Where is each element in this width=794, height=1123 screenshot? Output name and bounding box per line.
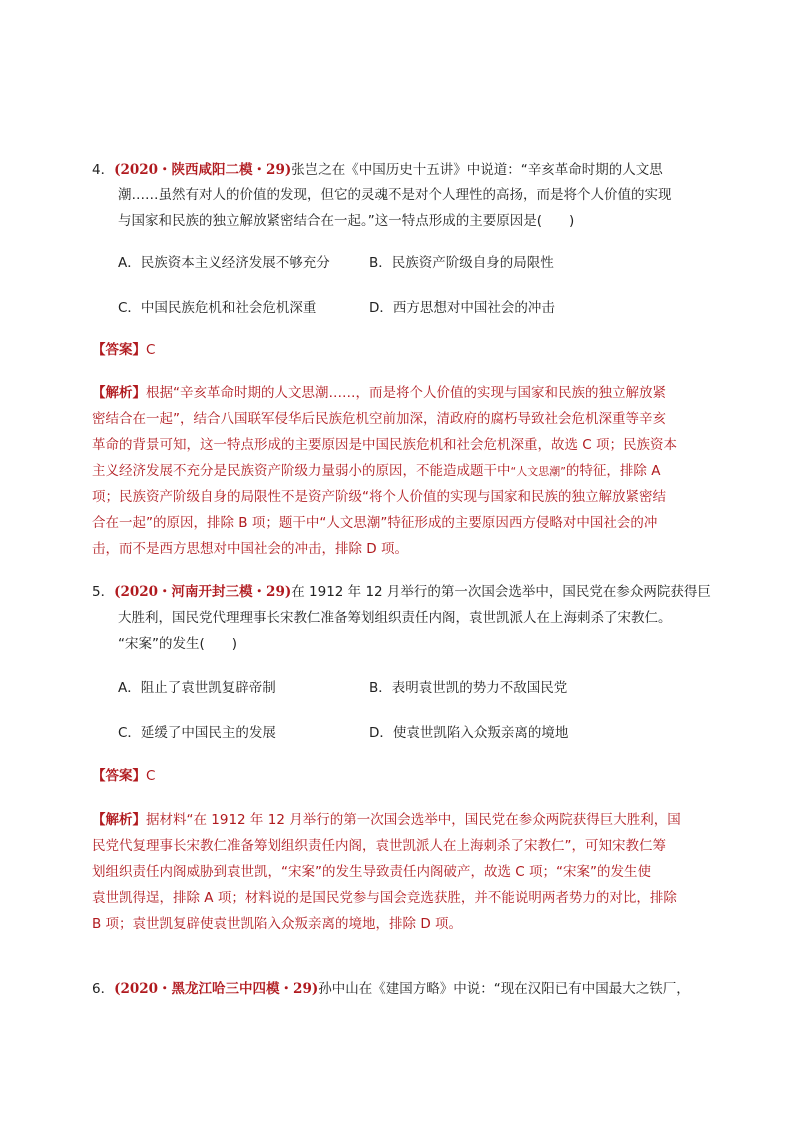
question-source: (2020・河南开封三模・29) [114,584,292,600]
analysis-line-1 [92,384,666,402]
answer-label: 【答案】 [92,342,146,358]
question-4-stem-line-1 [92,161,663,179]
analysis-text: 据材料“在 1912 年 12 月举行的第一次国会选举中，国民党在参众两院获得巨大胜利，国 [146,812,681,828]
question-4-stem-line-3: 与国家和民族的独立解放紧密结合在一起。”这一特点形成的主要原因是( ) [118,213,575,229]
stem-text: 张岂之在《中国历史十五讲》中说道：“辛亥革命时期的人文思 [291,162,663,178]
analysis-line-2: 密结合在一起”，结合八国联军侵华后民族危机空前加深，清政府的腐朽导致社会危机深重等辛亥 [92,411,666,427]
analysis-line-1 [92,811,681,829]
option-b: B．民族资产阶级自身的局限性 [369,255,554,271]
analysis-label: 【解析】 [92,812,146,828]
analysis-line-5: B 项；袁世凯复辟使袁世凯陷入众叛亲离的境地，排除 D 项。 [92,916,463,932]
analysis-line-6: 合在一起”的原因，排除 B 项；题干中“人文思潮”特征形成的主要原因西方侵略对中国社会的冲 [92,515,658,531]
question-5-stem-line-2: 大胜利，国民党代理理事长宋教仁准备筹划组织责任内阁，袁世凯派人在上海刺杀了宋教仁。 [118,610,672,626]
analysis-line-2: 民党代复理事长宋教仁准备筹划组织责任内阁，袁世凯派人在上海刺杀了宋教仁”，可知宋教仁筹 [92,838,666,854]
analysis-line-4: 袁世凯得逞，排除 A 项；材料说的是国民党参与国会竞选获胜，并不能说明两者势力的对比，排除 [92,890,677,906]
question-5-stem-line-1 [92,583,711,601]
analysis-line-5: 项；民族资产阶级自身的局限性不是资产阶级“将个人价值的实现与国家和民族的独立解放紧密结 [92,489,666,505]
option-d: D．西方思想对中国社会的冲击 [369,300,555,316]
answer-value: C [146,768,156,784]
option-c: C．延缓了中国民主的发展 [118,725,276,741]
answer-label: 【答案】 [92,768,146,784]
option-c: C．中国民族危机和社会危机深重 [118,300,317,316]
analysis-line-4 [92,462,660,481]
analysis-text: 主义经济发展不充分是民族资产阶级力量弱小的原因，不能造成题干中 [92,463,511,479]
question-number: 5． [92,584,115,600]
option-a: A．阻止了袁世凯复辟帝制 [118,680,276,696]
question-5-stem-line-3: “宋案”的发生( ) [118,636,238,652]
answer-line [92,767,155,785]
question-number: 4． [92,162,115,178]
option-b: B．表明袁世凯的势力不敌国民党 [369,680,568,696]
analysis-line-3: 革命的背景可知，这一特点形成的主要原因是中国民族危机和社会危机深重，故选 C 项；民族资本 [92,437,678,453]
option-d: D．使袁世凯陷入众叛亲离的境地 [369,725,569,741]
question-number: 6． [92,981,115,997]
analysis-text: 的特征，排除 A [565,463,661,479]
question-6-stem-line-1 [92,980,690,998]
quoted-term: “人文思潮” [510,465,566,478]
analysis-text: 根据“辛亥革命时期的人文思潮……，而是将个人价值的实现与国家和民族的独立解放紧 [146,385,666,401]
stem-text: 在 1912 年 12 月举行的第一次国会选举中，国民党在参众两院获得巨 [291,584,711,600]
analysis-line-3: 划组织责任内阁威胁到袁世凯，“宋案”的发生导致责任内阁破产，故选 C 项；“宋案”的发生使 [92,864,651,880]
question-source: (2020・陕西咸阳二模・29) [114,162,292,178]
answer-value: C [146,342,156,358]
answer-line [92,341,155,359]
stem-text: 孙中山在《建国方略》中说：“现在汉阳已有中国最大之铁厂， [318,981,690,997]
question-source: (2020・黑龙江哈三中四模・29) [114,981,319,997]
option-a: A．民族资本主义经济发展不够充分 [118,255,330,271]
analysis-label: 【解析】 [92,385,146,401]
question-4-stem-line-2: 潮……虽然有对人的价值的发现，但它的灵魂不是对个人理性的高扬，而是将个人价值的实现 [118,187,672,203]
analysis-line-7: 击，而不是西方思想对中国社会的冲击，排除 D 项。 [92,541,408,557]
